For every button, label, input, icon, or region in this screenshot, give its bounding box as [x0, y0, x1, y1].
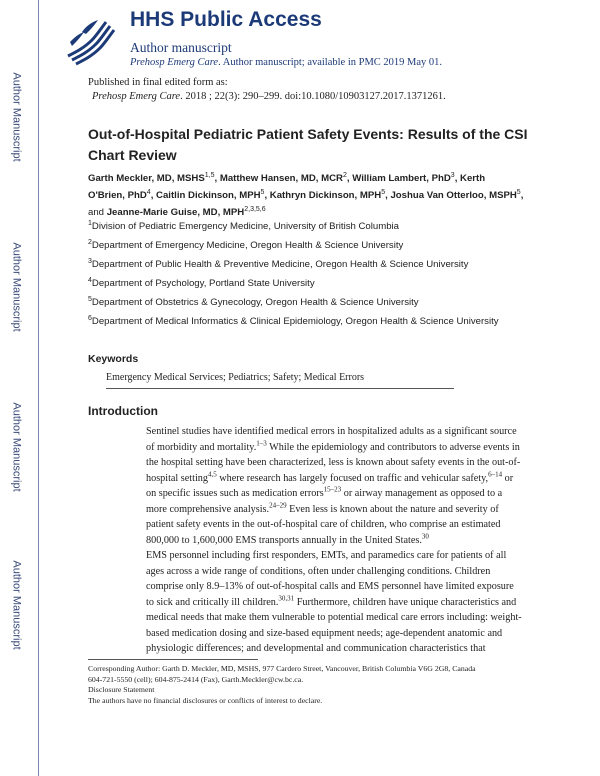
paragraph-text: Even less is known about the nature and severity of patient safety events in the out-of-hospital care of children, who comprise an estimated 800,000 to 1,600,000 EMS transports annually in the United States.: [146, 503, 501, 546]
author-affiliation-ref: 2: [342, 171, 347, 179]
author-separator: ,: [214, 173, 220, 184]
author-affiliation-ref: 5: [381, 188, 386, 196]
affiliation-5: $^5$Department of Obstetrics & Gynecology, Oregon Health & Science University: [88, 295, 419, 308]
footnote-divider: [88, 659, 258, 660]
sidebar-divider: [38, 0, 39, 776]
author-affiliation-ref: 5: [516, 188, 521, 196]
citation: Prehosp Emerg Care. 2018 ; 22(3): 290–299. doi:10.1080/10903127.2017.1371261.: [92, 91, 446, 102]
author-separator: ,: [150, 190, 157, 201]
paragraph-text: EMS personnel including first responders, EMTs, and paramedics care for patients of all ages across a wide range of conditions, often under challenging conditions. Children comprise only 8.9–13% of out-of-hospital calls and EMS personnel have limited exposure to sick and critically ill children.: [146, 550, 514, 608]
footnote: [88, 664, 528, 706]
affiliation-4: $^4$Department of Psychology, Portland State University: [88, 276, 315, 289]
author-name: Caitlin Dickinson, MPH: [156, 190, 261, 201]
author-separator: ,: [454, 173, 461, 184]
citation-ref: 30,31: [278, 594, 295, 603]
paragraph-text: Sentinel studies have identified medical errors in hospitalized adults as a significant source of morbidity and mortality.: [146, 426, 517, 453]
sidebar-label-2: Author Manuscript: [11, 242, 24, 332]
paragraph-text: or on specific issues such as medication errors: [146, 472, 514, 499]
author-separator: ,: [346, 173, 353, 184]
corresponding-author: Corresponding Author: Garth D. Meckler, MD, MSHS, 977 Cardero Street, Vancouver, British Columbia V6G 2G8, Canada: [88, 664, 476, 673]
citation-ref: 30: [421, 532, 429, 541]
author-affiliation-ref: 2,3,5,6: [244, 205, 266, 213]
paragraph-text: Furthermore, children have unique characteristics and medical needs that make them vulnerable to potential medical care errors including: weight-based medication dosing and size-based equipment needs; age-dependent anatomic and physiologic differences; and developmental and communication characteristics that: [146, 596, 522, 654]
author-name: Kathryn Dickinson, MPH: [269, 190, 382, 201]
paragraph-text: or airway management as opposed to a more comprehensive analysis.: [146, 488, 503, 515]
keywords-divider: [106, 388, 454, 389]
affiliation-3: $^3$Department of Public Health & Preventive Medicine, Oregon Health & Science University: [88, 257, 469, 270]
intro-paragraph-1: [146, 424, 522, 548]
author-name: Garth Meckler, MD, MSHS: [88, 173, 205, 184]
affiliation-1: $^1$Division of Pediatric Emergency Medicine, University of British Columbia: [88, 219, 400, 232]
author-name: Joshua Van Otterloo, MSPH: [390, 190, 517, 201]
keywords-list: Emergency Medical Services; Pediatrics; Safety; Medical Errors: [106, 372, 365, 383]
author-affiliation-ref: 1,5: [204, 171, 215, 179]
contact-info: 604-721-5550 (cell); 604-875-2414 (Fax), Garth.Meckler@cw.bc.ca.: [88, 674, 304, 684]
sidebar-label-4: Author Manuscript: [11, 560, 24, 650]
author-affiliation-ref: 5: [260, 188, 265, 196]
author-name: Jeanne-Marie Guise, MD, MPH: [106, 207, 245, 218]
paragraph-text: While the epidemiology and contributors to adverse events in the hospital setting have been characterized, less is known about safety events in the out-of-hospital setting: [146, 441, 521, 484]
citation-ref: 6–14: [488, 470, 503, 479]
author-affiliation-ref: 3: [450, 171, 455, 179]
sidebar-label-1: Author Manuscript: [11, 72, 24, 162]
introduction-heading: Introduction: [88, 404, 158, 418]
author-name: Kerth O'Brien, PhD: [88, 173, 486, 201]
hhs-eagle-logo-icon: [62, 12, 118, 68]
affiliation-2: $^2$Department of Emergency Medicine, Oregon Health & Science University: [88, 238, 404, 251]
citation-ref: 24–29: [269, 501, 287, 510]
author-manuscript-label: Author manuscript: [130, 40, 232, 55]
published-label: Published in final edited form as:: [88, 77, 228, 88]
author-list: [88, 170, 524, 221]
author-separator: ,: [520, 190, 524, 201]
author-name: William Lambert, PhD: [352, 173, 451, 184]
author-separator: ,: [264, 190, 270, 201]
keywords-heading: Keywords: [88, 353, 139, 365]
author-name: Matthew Hansen, MD, MCR: [219, 173, 343, 184]
article-title: Out-of-Hospital Pediatric Patient Safety Events: Results of the CSI Chart Review: [88, 126, 528, 163]
citation-ref: 4,5: [207, 470, 217, 479]
disclosure-text: The authors have no financial disclosures or conflicts of interest to declare.: [88, 695, 323, 705]
paragraph-text: where research has largely focused on traffic and vehicular safety,: [216, 472, 489, 484]
disclosure-heading: Disclosure Statement: [88, 685, 155, 695]
publication-info: [88, 76, 446, 104]
journal-availability: Prehosp Emerg Care. Author manuscript; available in PMC 2019 May 01.: [130, 57, 443, 68]
affiliation-6: $^6$Department of Medical Informatics & Clinical Epidemiology, Oregon Health & Science University: [88, 314, 499, 327]
citation-ref: 15–23: [323, 485, 342, 494]
intro-paragraph-2: [146, 548, 522, 657]
author-affiliation-ref: 4: [146, 188, 151, 196]
citation-ref: 1–3: [256, 439, 267, 448]
hhs-public-access-title: HHS Public Access: [130, 8, 322, 31]
sidebar-label-3: Author Manuscript: [11, 402, 24, 492]
author-and: and: [88, 207, 107, 218]
author-separator: ,: [385, 190, 391, 201]
